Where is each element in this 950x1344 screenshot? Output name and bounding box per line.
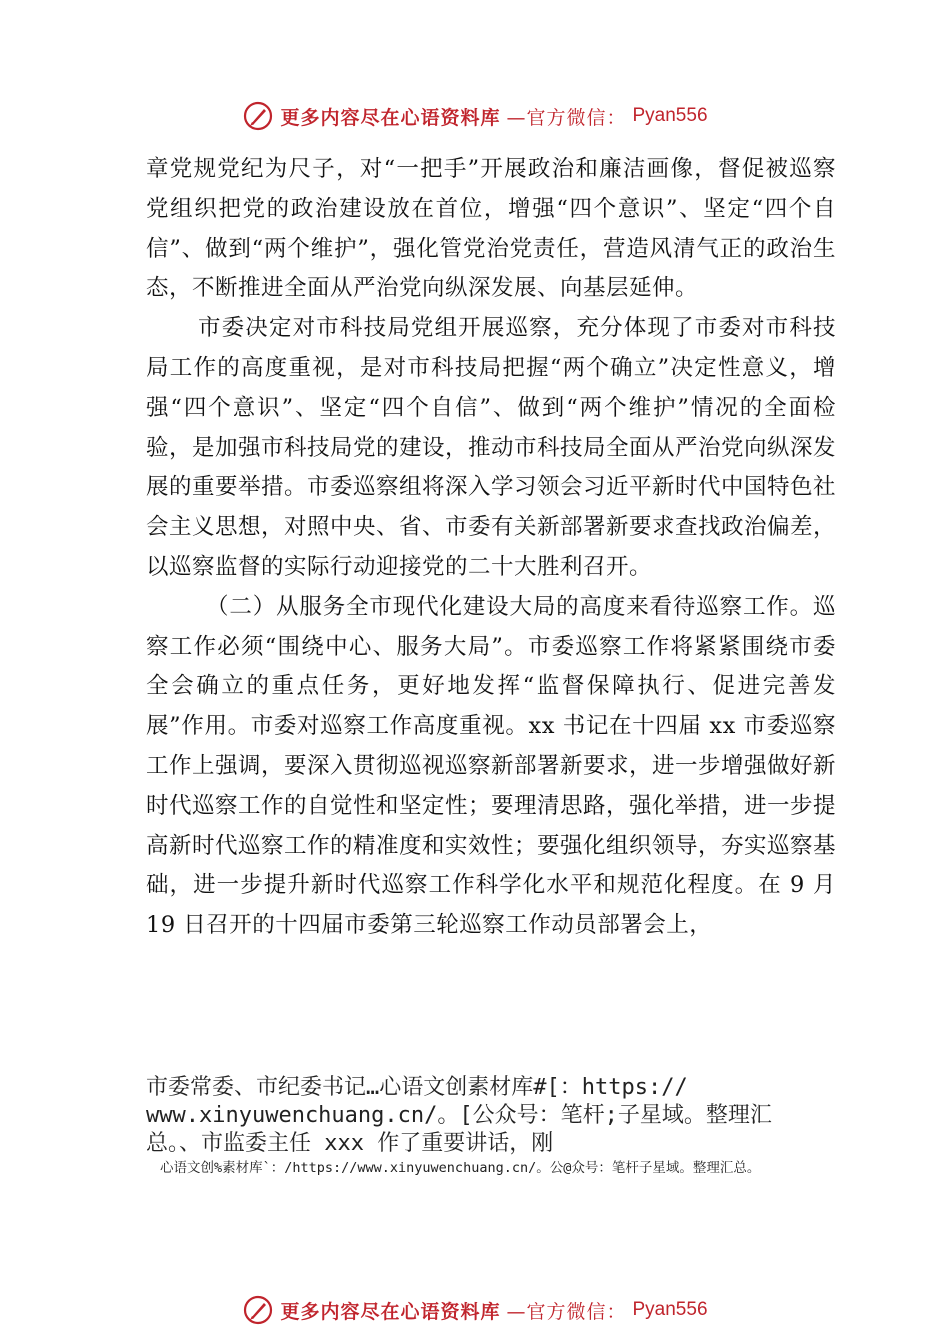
paragraph-2: 市委决定对市科技局党组开展巡察，充分体现了市委对市科技局工作的高度重视，是对市科技局把握“两个确立”决定性意义，增强“四个意识”、坚定“四个自信”、做到“两个维护”情况的全面检验，是加强市科技局党的建设，推动市科技局全面从严治党向纵深发展的重要举措。市委巡察组将深入学习领会习近平新时代中国特色社会主义思想，对照中央、省、市委有关新部署新要求查找政治偏差，以巡察监督的实际行动迎接党的二十大胜利召开。 [146,315,837,580]
mixed-line: 市委常委、市纪委书记…心语文创素材库#[：https:// [146,1075,688,1100]
paragraph-1: 章党规党纪为尺子，对“一把手”开展政治和廉洁画像，督促被巡察党组织把党的政治建设放在首位，增强“四个意识”、坚定“四个自信”、做到“两个维护”，强化管党治党责任，营造风清气正的政治生态，不断推进全面从严治党向纵深发展、向基层延伸。 [146,156,836,302]
mixed-line: www.xinyuwenchuang.cn/。[公众号：笔杆;子星域。整理汇 [146,1103,772,1128]
watermark-mixed-text [146,1074,846,1158]
document-body [146,150,836,946]
banner-sub-text: —官方微信： [506,106,627,129]
banner-wechat-id: Pyan556 [632,105,708,126]
footnote-watermark: 心语文创%素材库`：/https://www.xinyuwenchuang.cn/。公@众号：笔杆子星域。整理汇总。 [160,1160,761,1176]
banner-wechat-id: Pyan556 [632,1299,708,1320]
banner-main-text: 更多内容尽在心语资料库 [280,1300,501,1323]
paragraph-3: （二）从服务全市现代化建设大局的高度来看待巡察工作。巡察工作必须“围绕中心、服务大局”。市委巡察工作将紧紧围绕市委全会确立的重点任务，更好地发挥“监督保障执行、促进完善发展”作用。市委对巡察工作高度重视。xx 书记在十四届 xx 市委巡察工作上强调，要深入贯彻巡视巡察新部署新要求，进一步增强做好新时代巡察工作的自觉性和坚定性；要理清思路，强化举措，进一步提高新时代巡察工作的精准度和实效性；要强化组织领导，夯实巡察基础，进一步提升新时代巡察工作科学化水平和规范化程度。在 9 月 19 日召开的十四届市委第三轮巡察工作动员部署会上， [146,593,837,939]
quill-logo-icon [242,1294,274,1326]
banner-main-text: 更多内容尽在心语资料库 [280,106,501,129]
watermark-banner-bottom [0,1288,950,1332]
mixed-line: 总。、市监委主任 xxx 作了重要讲话，刚 [146,1131,554,1156]
quill-logo-icon [242,100,274,132]
banner-sub-text: —官方微信： [506,1300,627,1323]
watermark-banner-top [0,94,950,138]
